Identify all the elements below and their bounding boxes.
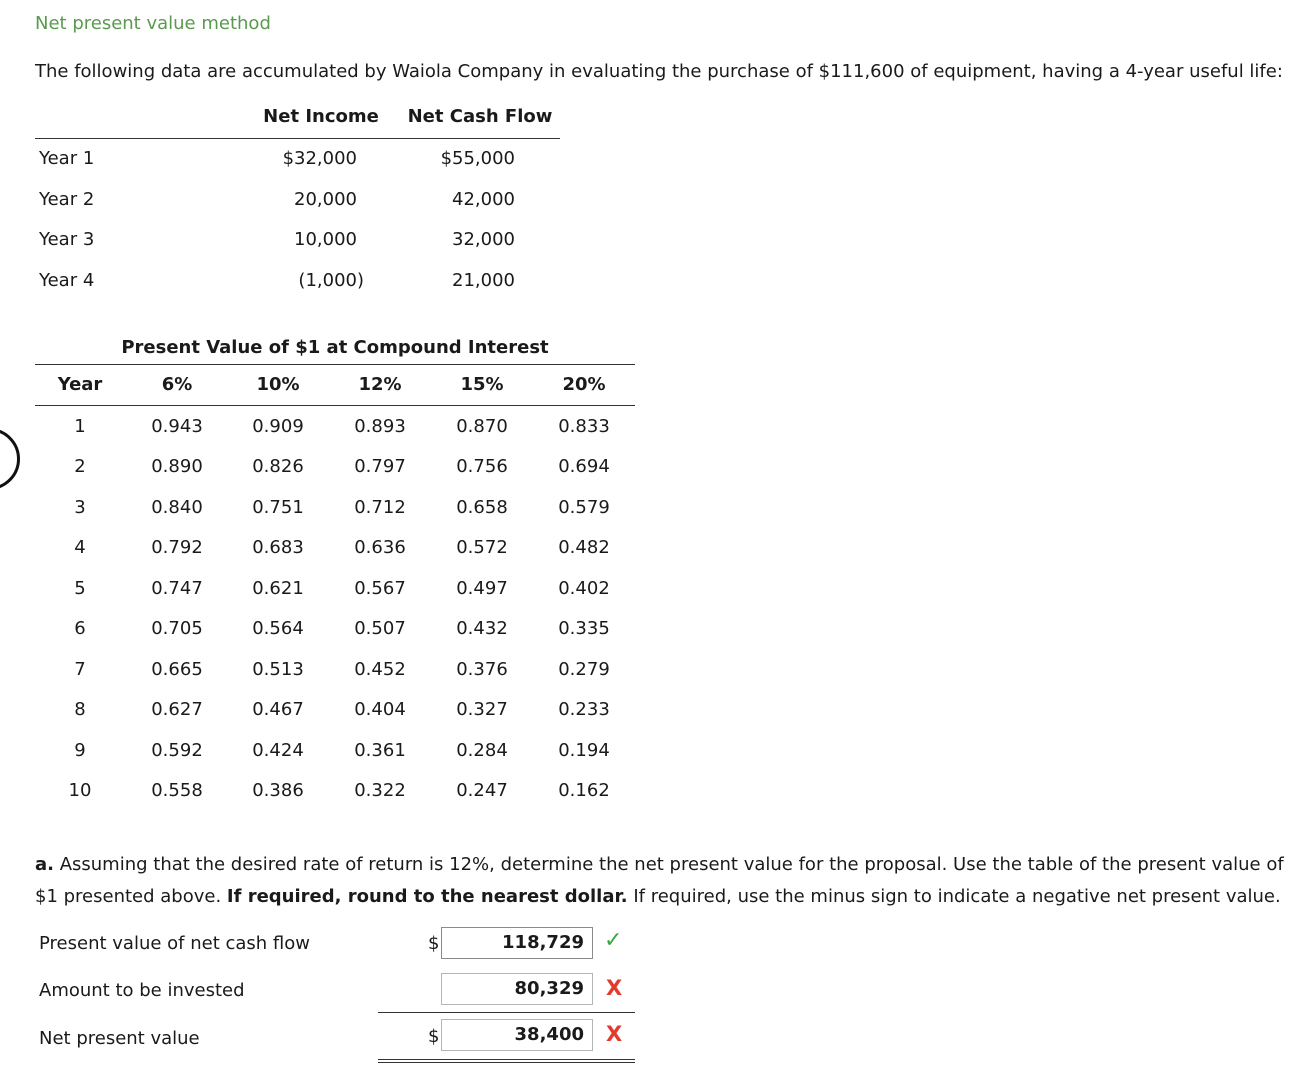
question-text-2b: If required, round to the nearest dollar. <box>226 886 628 907</box>
pv-year-cell: 7 <box>74 659 86 680</box>
pv-factor-cell: 0.376 <box>456 659 508 680</box>
question-letter: a. <box>35 854 54 875</box>
pv-year-cell: 3 <box>74 497 86 518</box>
pv-factor-cell: 0.665 <box>151 659 203 680</box>
pv-header-cell: 20% <box>562 374 606 395</box>
pv-factor-cell: 0.592 <box>151 740 203 761</box>
pv-header-cell: 10% <box>256 374 300 395</box>
pv-factor-cell: 0.247 <box>456 780 508 801</box>
double-rule-top <box>378 1059 635 1060</box>
pv-factor-cell: 0.893 <box>354 416 406 437</box>
pv-year-cell: 2 <box>74 456 86 477</box>
pv-factor-cell: 0.751 <box>252 497 304 518</box>
pv-factor-cell: 0.279 <box>558 659 610 680</box>
incorrect-x-icon: X <box>606 976 623 1000</box>
cash-value: 42,000 <box>452 189 515 210</box>
pv-factor-cell: 0.572 <box>456 537 508 558</box>
pv-factor-cell: 0.432 <box>456 618 508 639</box>
income-value: (1,000) <box>298 270 364 291</box>
income-value: $32,000 <box>282 148 357 169</box>
pv-year-cell: 10 <box>68 780 92 801</box>
pv-factor-cell: 0.513 <box>252 659 304 680</box>
pv-factor-cell: 0.909 <box>252 416 304 437</box>
net-present-value-input[interactable]: 38,400 <box>441 1019 593 1051</box>
question-line-1 <box>35 849 1284 881</box>
pv-factor-cell: 0.747 <box>151 578 203 599</box>
pv-factor-cell: 0.636 <box>354 537 406 558</box>
table-rule <box>35 138 560 139</box>
pv-factor-cell: 0.558 <box>151 780 203 801</box>
question-line-2 <box>35 881 1281 913</box>
currency-sign: $ <box>428 933 440 954</box>
pv-factor-cell: 0.452 <box>354 659 406 680</box>
pv-year-cell: 5 <box>74 578 86 599</box>
pv-header-cell: Year <box>57 374 103 395</box>
pv-table-title: Present Value of $1 at Compound Interest <box>121 337 549 358</box>
subtotal-rule <box>378 1012 635 1013</box>
table-rule <box>35 364 635 365</box>
answer-label-net-present-value: Net present value <box>39 1028 200 1049</box>
pv-factor-cell: 0.567 <box>354 578 406 599</box>
row-label: Year 1 <box>39 148 95 169</box>
pv-header-cell: 12% <box>358 374 402 395</box>
row-label: Year 3 <box>39 229 95 250</box>
question-text-2a: $1 presented above. <box>35 886 227 907</box>
pv-factor-cell: 0.683 <box>252 537 304 558</box>
intro-text: The following data are accumulated by Waiola Company in evaluating the purchase of $111,600 of equipment, having a 4-year useful life: <box>35 61 1283 82</box>
pv-factor-cell: 0.870 <box>456 416 508 437</box>
pv-factor-cell: 0.322 <box>354 780 406 801</box>
pv-factor-cell: 0.890 <box>151 456 203 477</box>
pv-factor-cell: 0.579 <box>558 497 610 518</box>
pv-factor-cell: 0.335 <box>558 618 610 639</box>
pv-factor-cell: 0.497 <box>456 578 508 599</box>
income-value: 20,000 <box>294 189 357 210</box>
header-net-income: Net Income <box>263 106 379 127</box>
pv-net-cash-flow-input[interactable]: 118,729 <box>441 927 593 959</box>
pv-factor-cell: 0.694 <box>558 456 610 477</box>
pv-factor-cell: 0.797 <box>354 456 406 477</box>
pv-factor-cell: 0.833 <box>558 416 610 437</box>
pv-year-cell: 9 <box>74 740 86 761</box>
pv-factor-cell: 0.327 <box>456 699 508 720</box>
currency-sign: $ <box>428 1026 440 1047</box>
pv-year-cell: 8 <box>74 699 86 720</box>
page-title: Net present value method <box>35 13 271 34</box>
pv-header-cell: 15% <box>460 374 504 395</box>
page-edge-circle <box>0 428 20 490</box>
cash-value: $55,000 <box>440 148 515 169</box>
pv-factor-cell: 0.482 <box>558 537 610 558</box>
pv-factor-cell: 0.627 <box>151 699 203 720</box>
pv-factor-cell: 0.424 <box>252 740 304 761</box>
row-label: Year 2 <box>39 189 95 210</box>
pv-factor-cell: 0.712 <box>354 497 406 518</box>
pv-factor-cell: 0.284 <box>456 740 508 761</box>
amount-invested-input[interactable]: 80,329 <box>441 973 593 1005</box>
pv-year-cell: 4 <box>74 537 86 558</box>
pv-factor-cell: 0.826 <box>252 456 304 477</box>
cash-value: 32,000 <box>452 229 515 250</box>
pv-factor-cell: 0.705 <box>151 618 203 639</box>
answer-label-pv-net-cash-flow: Present value of net cash flow <box>39 933 310 954</box>
header-net-cash-flow: Net Cash Flow <box>407 106 553 127</box>
double-rule-bottom <box>378 1062 635 1063</box>
pv-factor-cell: 0.386 <box>252 780 304 801</box>
pv-factor-cell: 0.361 <box>354 740 406 761</box>
pv-factor-cell: 0.658 <box>456 497 508 518</box>
incorrect-x-icon: X <box>606 1022 623 1046</box>
pv-factor-cell: 0.194 <box>558 740 610 761</box>
pv-factor-cell: 0.756 <box>456 456 508 477</box>
pv-year-cell: 6 <box>74 618 86 639</box>
cash-value: 21,000 <box>452 270 515 291</box>
pv-header-cell: 6% <box>161 374 193 395</box>
pv-factor-cell: 0.233 <box>558 699 610 720</box>
pv-factor-cell: 0.564 <box>252 618 304 639</box>
question-text-1: Assuming that the desired rate of return is 12%, determine the net present value for the proposal. Use the table of the present value of <box>53 854 1284 875</box>
row-label: Year 4 <box>39 270 95 291</box>
correct-check-icon: ✓ <box>604 928 623 953</box>
pv-factor-cell: 0.402 <box>558 578 610 599</box>
income-value: 10,000 <box>294 229 357 250</box>
pv-factor-cell: 0.840 <box>151 497 203 518</box>
pv-factor-cell: 0.162 <box>558 780 610 801</box>
table-rule <box>35 405 635 406</box>
pv-factor-cell: 0.621 <box>252 578 304 599</box>
answer-label-amount-invested: Amount to be invested <box>39 980 245 1001</box>
pv-factor-cell: 0.404 <box>354 699 406 720</box>
pv-factor-cell: 0.792 <box>151 537 203 558</box>
pv-factor-cell: 0.467 <box>252 699 304 720</box>
pv-factor-cell: 0.507 <box>354 618 406 639</box>
pv-year-cell: 1 <box>74 416 86 437</box>
pv-factor-cell: 0.943 <box>151 416 203 437</box>
question-text-2c: If required, use the minus sign to indicate a negative net present value. <box>627 886 1281 907</box>
